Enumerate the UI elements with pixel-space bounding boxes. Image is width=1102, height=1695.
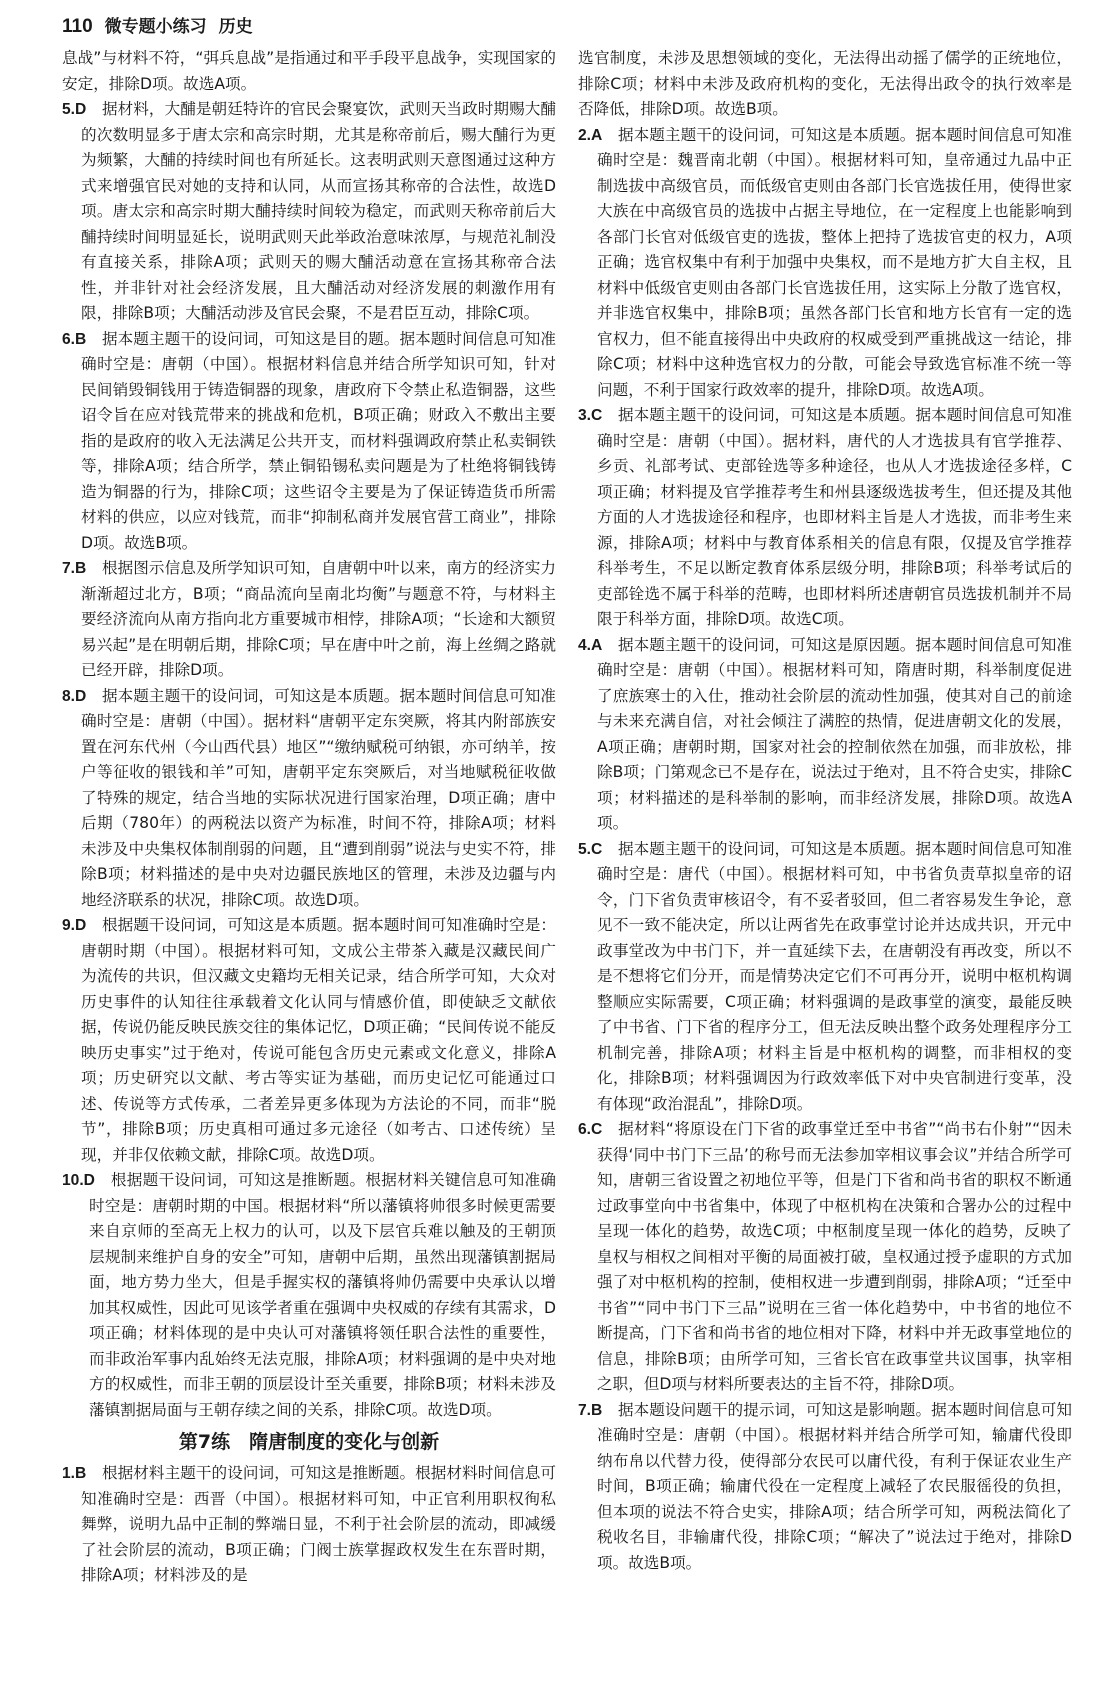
answer-text: 据材料，大酺是朝廷特许的官民会聚宴饮，武则天当政时期赐大酺的次数明显多于唐太宗和高宗时期，尤其是称帝前后，赐大酺行为更为频繁，大酺的持续时间也有所延长。这表明武则天意图通过这种方式来增强官民对她的支持和认同，从而宣扬其称帝的合法性，故选D项。唐太宗和高宗时期大酺持续时间较为稳定，而武则天称帝前后大酺持续时间明显延长，说明武则天此举政治意味浓厚，与规范礼制没有直接关系，排除A项；武则天的赐大酺活动意在宣扬其称帝合法性，并非针对社会经济发展，且大酺活动对经济发展的刺激作用有限，排除B项；大酺活动涉及官民会聚，不是君臣互动，排除C项。 [81, 100, 556, 322]
answer-item [62, 1461, 556, 1589]
answer-number: 1.B [62, 1465, 87, 1482]
answer-item [578, 1398, 1072, 1577]
answer-number: 10.D [62, 1172, 95, 1189]
answer-item [578, 123, 1072, 404]
answer-text: 据材料“将原设在门下省的政事堂迁至中书省”“尚书右仆射”“因未获得‘同中书门下三品’的称号而无法参加宰相议事会议”并结合所学可知，唐朝三省设置之初地位平等，但是门下省和尚书省的职权不断通过政事堂向中书省集中，体现了中枢机构在决策和合署办公的过程中呈现一体化的趋势，故选C项；中枢制度呈现一体化的趋势，反映了皇权与相权之间相对平衡的局面被打破，皇权通过授予虚职的方式加强了对中枢机构的控制，使相权进一步遭到削弱，排除A项；“迁至中书省”“同中书门下三品”说明在三省一体化趋势中，中书省的地位不断提高，门下省和尚书省的地位相对下降，材料中并无政事堂地位的信息，排除B项；由所学可知，三省长官在政事堂共议国事，执宰相之职，但D项与材料所要表达的主旨不符，排除D项。 [597, 1120, 1072, 1393]
answer-item [62, 684, 556, 914]
answer-item [62, 556, 556, 684]
answer-text: 根据图示信息及所学知识可知，自唐朝中叶以来，南方的经济实力渐渐超过北方，B项；“商品流向呈南北均衡”与题意不符，与材料主要经济流向从南方指向北方重要城市相悖，排除A项；“长途和大额贸易兴起”是在明朝后期，排除C项；早在唐中叶之前，海上丝绸之路就已经开辟，排除D项。 [81, 559, 556, 679]
section-title: 第7练 隋唐制度的变化与创新 [178, 1431, 440, 1453]
answer-item [62, 327, 556, 557]
answer-item [62, 97, 556, 327]
answer-number: 7.B [62, 560, 87, 577]
left-column [62, 46, 556, 1589]
answer-number: 8.D [62, 687, 87, 705]
answer-text: 据本题主题干的设问词，可知这是目的题。据本题时间信息可知准确时空是：唐朝（中国）。根据材料信息并结合所学知识可知，针对民间销毁铜钱用于铸造铜器的现象，唐政府下令禁止私造铜器，这些诏令旨在应对钱荒带来的挑战和危机，B项正确；财政入不敷出主要指的是政府的收入无法满足公共开支，而材料强调政府禁止私卖铜铁等，排除A项；结合所学，禁止铜铅锡私卖问题是为了杜绝将铜钱铸造为铜器的行为，排除C项；这些诏令主要是为了保证铸造货币所需材料的供应，以应对钱荒，而非“抑制私商并发展官营工商业”，排除D项。故选B项。 [81, 329, 556, 552]
answer-text: 据本题主题干的设问词，可知这是本质题。据本题时间信息可知准确时空是：唐朝（中国）。据材料，唐代的人才选拔具有官学推荐、乡贡、礼部考试、吏部铨选等多种途径，也从人才选拔途径多样，C项正确；材料提及官学推荐考生和州县逐级选拔考生，但还提及其他方面的人才选拔途径和程序，也即材料主旨是人才选拔，而非考生来源，排除A项；材料中与教育体系相关的信息有限，仅提及官学推荐科举考生，不足以断定教育体系层级分明，排除B项；科举考试后的吏部铨选不属于科举的范畴，也即材料所述唐朝官员选拔机制并不局限于科举方面，排除D项。故选C项。 [597, 406, 1072, 628]
answer-number: 3.C [578, 407, 603, 424]
page-number: 110 [62, 16, 93, 37]
answer-item [578, 837, 1072, 1118]
answer-item [578, 403, 1072, 633]
answer-item [62, 1168, 556, 1423]
answer-text: 据本题设问题干的提示词，可知这是影响题。据本题时间信息可知准确时空是：唐朝（中国）。根据材料并结合所学可知，输庸代役即纳布帛以代替力役，使得部分农民可以庸代役，有利于保证农业生产时间，B项正确；输庸代役在一定程度上减轻了农民服徭役的负担，但本项的说法不符合史实，排除A项；结合所学可知，两税法简化了税收名目，非输庸代役，排除C项；“解决了”说法过于绝对，排除D项。故选B项。 [597, 1400, 1072, 1572]
continued-answer: 息战”与材料不符，“弭兵息战”是指通过和平手段平息战争，实现国家的安定，排除D项。故选A项。 [62, 49, 556, 93]
answer-number: 4.A [578, 636, 603, 654]
answer-text: 据本题主题干的设问词，可知这是本质题。据本题时间信息可知准确时空是：唐朝（中国）。据材料“唐朝平定东突厥，将其内附部族安置在河东代州（今山西代县）地区”“缴纳赋税可纳银，亦可纳羊，按户等征收的银钱和羊”可知，唐朝平定东突厥后，对当地赋税征收做了特殊的规定，结合当地的实际状况进行国家治理，D项正确；唐中后期（780年）的两税法以资产为标准，时间不符，排除A项；材料未涉及中央集权体制削弱的问题，且“遭到削弱”说法与史实不符，排除B项；材料描述的是中央对边疆民族地区的管理，未涉及边疆与内地经济联系的状况，排除C项。故选D项。 [81, 686, 556, 909]
answer-number: 6.C [578, 1121, 603, 1138]
answer-text: 根据题干设问词，可知这是本质题。据本题时间可知准确时空是：唐朝时期（中国）。根据材料可知，文成公主带茶入藏是汉藏民间广为流传的共识，但汉藏文史籍均无相关记录，结合所学可知，大众对历史事件的认知往往承载着文化认同与情感价值，即使缺乏文献依据，传说仍能反映民族交往的集体记忆，D项正确；“民间传说不能反映历史事实”过于绝对，传说可能包含历史元素或文化意义，排除A项；历史研究以文献、考古等实证为基础，而历史记忆可能通过口述、传说等方式传承，二者差异更多体现为方法论的不同，而非“脱节”，排除B项；历史真相可通过多元途径（如考古、口述传统）呈现，并非仅依赖文献，排除C项。故选D项。 [81, 916, 556, 1164]
page-header [62, 12, 253, 42]
answer-text: 根据题干设问词，可知这是推断题。根据材料关键信息可知准确时空是：唐朝时期的中国。根据材料“所以藩镇将帅很多时候更需要来自京师的至高无上权力的认可，以及下层官兵难以触及的王朝顶层规制来维护自身的安全”可知，唐朝中后期，虽然出现藩镇割据局面，地方势力坐大，但是手握实权的藩镇将帅仍需要中央承认以增加其权威性，因此可见该学者重在强调中央权威的存续有其需求，D项正确；材料体现的是中央认可对藩镇将领任职合法性的重要性，而非政治军事内乱始终无法克服，排除A项；材料强调的是中央对地方的权威性，而非王朝的顶层设计至关重要，排除B项；材料未涉及藩镇割据局面与王朝存续之间的关系，排除C项。故选D项。 [89, 1171, 556, 1419]
answer-item [578, 1117, 1072, 1398]
answer-number: 7.B [578, 1401, 603, 1419]
answer-text: 根据材料主题干的设问词，可知这是推断题。根据材料时间信息可知准确时空是：西晋（中国）。根据材料可知，中正官利用职权徇私舞弊，说明九品中正制的弊端日显，不利于社会阶层的流动，即减缓了社会阶层的流动，B项正确；门阀士族掌握政权发生在东晋时期，排除A项；材料涉及的是 [81, 1464, 556, 1584]
answer-text: 据本题主题干的设问词，可知这是本质题。据本题时间信息可知准确时空是：魏晋南北朝（中国）。根据材料可知，皇帝通过九品中正制选拔中高级官员，而低级官吏则由各部门长官选拔任用，使得世家大族在中高级官员的选拔中占据主导地位，在一定程度上也能影响到各部门长官对低级官吏的选拔，整体上把持了选拔官吏的权力，A项正确；选官权集中有利于加强中央集权，而不是地方扩大自主权，且材料中低级官吏则由各部门长官选拔任用，这实际上分散了选官权，并非选官权集中，排除B项；虽然各部门长官和地方长官有一定的选官权力，但不能直接得出中央政府的权威受到严重挑战这一结论，排除C项；材料中这种选官权力的分散，可能会导致选官标准不统一等问题，不利于国家行政效率的提升，排除D项。故选A项。 [597, 125, 1072, 399]
answer-number: 2.A [578, 126, 603, 144]
answer-item [578, 633, 1072, 837]
continued-answer: 选官制度，未涉及思想领域的变化，无法得出动摇了儒学的正统地位，排除C项；材料中未涉及政府机构的变化，无法得出政令的执行效率是否降低，排除D项。故选B项。 [578, 49, 1072, 118]
book-title: 微专题小练习 [104, 17, 207, 37]
answer-text: 据本题主题干的设问词，可知这是原因题。据本题时间信息可知准确时空是：唐朝（中国）。根据材料可知，隋唐时期，科举制度促进了庶族寒士的入仕，推动社会阶层的流动性加强，使其对自己的前途与未来充满自信，对社会倾注了满腔的热情，促进唐朝文化的发展，A项正确；唐朝时期，国家对社会的控制依然在加强，而非放松，排除B项；门第观念已不是存在，说法过于绝对，且不符合史实，排除C项；材料描述的是科举制的影响，而非经济发展，排除D项。故选A项。 [597, 635, 1072, 832]
answer-number: 9.D [62, 917, 87, 934]
answer-number: 5.C [578, 840, 603, 858]
answer-item [62, 913, 556, 1168]
answer-number: 6.B [62, 330, 87, 348]
subject-label: 历史 [218, 17, 253, 37]
right-column [578, 46, 1072, 1576]
answer-number: 5.D [62, 101, 87, 118]
answer-text: 据本题主题干的设问词，可知这是本质题。据本题时间信息可知准确时空是：唐代（中国）。根据材料可知，中书省负责草拟皇帝的诏令，门下省负责审核诏令，有不妥者驳回，但二者容易发生争论，意见不一致不能决定，所以让两省先在政事堂讨论并达成共识，开元中政事堂改为中书门下，并一直延续下去，在唐朝没有再改变，所以不是不想将它们分开，而是情势决定它们不可再分开，说明中枢机构调整顺应实际需要，C项正确；材料强调的是政事堂的演变，最能反映了中书省、门下省的程序分工，但无法反映出整个政务处理程序分工机制完善，排除A项；材料主旨是中枢机构的调整，而非相权的变化，排除B项；材料强调因为行政效率低下对中央官制进行变革，没有体现“政治混乱”，排除D项。 [597, 839, 1072, 1113]
